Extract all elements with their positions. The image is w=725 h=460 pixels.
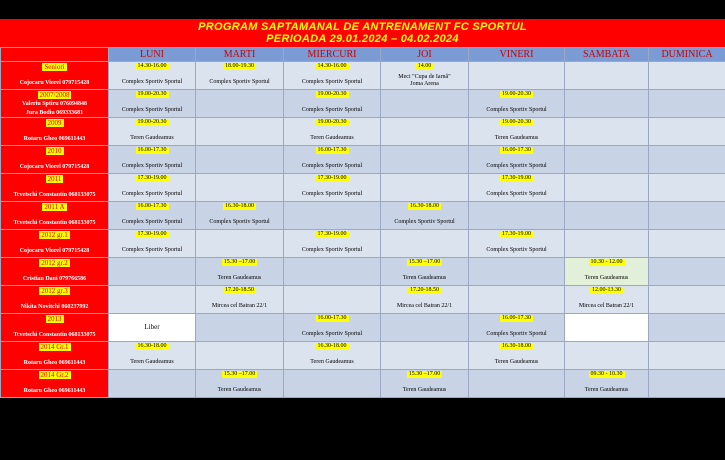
session-time: 16.30-18.00 [317,343,347,349]
session-time: 16.30-18.00 [410,203,439,209]
schedule-cell [284,174,381,202]
group-cell [1,90,109,118]
group-cell [1,118,109,146]
schedule-cell [565,342,649,370]
session-time: 17.30-19.00 [317,231,347,237]
schedule-cell [565,230,649,258]
schedule-cell [381,146,469,174]
schedule-cell [381,314,469,342]
session-location: Teren Gaudeamus [130,359,174,365]
schedule-cell [469,146,565,174]
session-time: 19.00-20.30 [137,119,167,125]
schedule-cell [649,146,725,174]
session-location: Teren Gaudeamus [402,387,447,393]
schedule-cell [649,230,725,258]
schedule-cell [381,90,469,118]
group-label: 2012 gr.3 [41,287,68,295]
schedule-cell [109,342,196,370]
schedule-cell [284,286,381,314]
schedule-cell [196,230,284,258]
schedule-cell [109,230,196,258]
schedule-cell [109,314,196,342]
table-row [1,174,725,202]
day-header: DUMINICA [649,48,725,62]
schedule-cell [469,230,565,258]
group-cell [1,62,109,90]
session-location: Complex Sportiv Sportul [394,219,455,225]
schedule-cell [284,258,381,286]
session-location: Teren Gaudeamus [310,135,354,141]
session-time: 15.30 –17.00 [223,371,256,377]
schedule-cell [284,342,381,370]
schedule-cell [649,286,725,314]
schedule-cell [565,202,649,230]
session-time: 16.00-17.30 [137,147,167,153]
schedule-cell [381,62,469,90]
schedule-cell [469,202,565,230]
session-location: Complex Sportiv Sportul [121,79,183,85]
group-label: 2014 Gr.1 [40,343,69,351]
schedule-cell [109,90,196,118]
day-header: MIERCURI [284,48,381,62]
schedule-cell [649,258,725,286]
schedule-cell [284,146,381,174]
group-label: Seniori [44,63,65,71]
group-label: 2011 A [44,203,65,211]
schedule-cell [196,314,284,342]
session-location: Mircea cel Batran 22/1 [211,303,268,309]
schedule-cell [284,230,381,258]
session-location: Complex Sportiv Sportul [486,331,547,337]
session-time: 14.30-16.00 [317,63,347,69]
table-row [1,62,725,90]
schedule-cell [565,146,649,174]
schedule-cell [109,174,196,202]
schedule-cell [381,202,469,230]
schedule-cell [381,174,469,202]
schedule-cell [565,90,649,118]
table-row [1,90,725,118]
session-location: Complex Sportiv Sportul [301,191,363,197]
schedule-cell [196,118,284,146]
table-row [1,118,725,146]
group-cell [1,146,109,174]
schedule-cell [381,342,469,370]
session-location: Mircea cel Batran 22/1 [396,303,453,309]
schedule-cell [284,202,381,230]
day-header: LUNI [109,48,196,62]
session-time: 18.00-19.30 [225,63,254,69]
table-row [1,258,725,286]
session-location: Mircea cel Batran 22/1 [578,303,635,309]
coach-label-secondary: Jura Bodiu 069333681 [25,110,84,116]
session-time: 09.30 - 10.30 [590,371,623,377]
schedule-title [0,19,725,49]
group-cell [1,314,109,342]
session-location: Teren Gaudeamus [494,359,539,365]
schedule-cell [649,202,725,230]
session-location: Complex Sportiv Sportul [121,191,183,197]
session-time: 15.30 –17.00 [408,259,441,265]
session-location: Complex Sportiv Sportul [301,247,363,253]
schedule-cell [196,202,284,230]
title-line-2: PERIOADA 29.01.2024 – 04.02.2024 [266,33,459,45]
group-label: 2012 gr.1 [41,231,68,239]
session-location: Teren Gaudeamus [310,359,354,365]
schedule-cell [649,174,725,202]
session-location: Complex Sportiv Sportul [121,163,183,169]
session-time: 14.30-16.00 [137,63,167,69]
session-time: 19.00-20.30 [317,91,347,97]
schedule-cell [109,286,196,314]
schedule-cell [381,370,469,398]
coach-label: Cojocaru Viorel 079715428 [19,164,90,170]
day-header: SAMBATA [565,48,649,62]
schedule-cell [381,118,469,146]
schedule-cell [196,90,284,118]
schedule-cell [109,258,196,286]
session-time: 17.30-19.00 [137,175,167,181]
schedule-cell [284,62,381,90]
session-time: 16.00-17.30 [317,315,347,321]
schedule-cell [469,286,565,314]
session-time: 19.00-20.30 [317,119,347,125]
session-time: 19.00-20.30 [502,91,531,97]
group-label: 2012 gr.2 [41,259,68,267]
session-location: Teren Gaudeamus [402,275,447,281]
schedule-body [1,62,725,398]
schedule-cell [649,370,725,398]
session-time: 17.30-19.00 [502,175,531,181]
group-cell [1,230,109,258]
schedule-cell [109,62,196,90]
session-time: 16.00-17.30 [137,203,167,209]
table-row [1,146,725,174]
session-time: 19.00-20.30 [502,119,531,125]
coach-label: Cojocaru Viorel 079715428 [19,248,90,254]
schedule-cell [469,62,565,90]
session-location: Teren Gaudeamus [130,135,174,141]
session-location: Complex Sportiv Sportul [486,191,547,197]
session-location: Complex Sportiv Sportul [301,331,363,337]
session-location: Complex Sportiv Sportul [486,107,547,113]
session-location: Complex Sportiv Sportul [121,107,183,113]
schedule-cell [109,370,196,398]
table-row [1,342,725,370]
session-time: 17.20-18.50 [410,287,439,293]
session-time: 19.00-20.30 [137,91,167,97]
header-corner [1,48,109,62]
schedule-cell [109,118,196,146]
session-location: Complex Sportiv Sportul [486,247,547,253]
schedule-cell [565,118,649,146]
day-header: JOI [381,48,469,62]
session-location: Complex Sportiv Sportul [301,79,363,85]
schedule-cell [565,370,649,398]
schedule-cell [381,230,469,258]
session-time: 16.30-18.00 [502,343,531,349]
coach-label: Cristian Dani 079766586 [22,276,87,282]
session-location: Complex Sportiv Sportul [121,219,183,225]
session-location: Teren Gaudeamus [584,275,629,281]
schedule-cell [469,90,565,118]
day-header: MARTI [196,48,284,62]
group-cell [1,370,109,398]
schedule-cell [565,314,649,342]
schedule-cell [196,286,284,314]
session-time: 17.30-19.00 [317,175,347,181]
session-time: 10.30 - 12.00 [590,259,623,265]
schedule-cell [109,146,196,174]
schedule-cell [196,62,284,90]
schedule-cell [649,314,725,342]
schedule-cell [284,370,381,398]
schedule-cell [469,370,565,398]
table-row [1,286,725,314]
session-location: Complex Sportiv Sportul [209,219,270,225]
schedule-cell [565,174,649,202]
group-label: 2011 [47,175,62,183]
coach-label: Tcvetschi Constantin 068133075 [13,332,96,338]
session-time: 16.30-18.00 [137,343,167,349]
coach-label: Rotaru Gheo 069611443 [23,360,86,366]
group-label: 2009 [47,119,62,127]
session-time: 17.30-19.00 [137,231,167,237]
schedule-cell [284,314,381,342]
session-location: Complex Sportiv Sportul [486,163,547,169]
schedule-cell [381,286,469,314]
schedule-cell [109,202,196,230]
schedule-cell [565,286,649,314]
session-location: Complex Sportiv Sportul [121,247,183,253]
session-time: 16.30-18.00 [225,203,254,209]
coach-label: Nikita Novitchi 060237992 [20,304,89,310]
session-location: Teren Gaudeamus [584,387,629,393]
coach-label: Valeriu Sptiru 076094848 [21,101,88,107]
group-label: 2014 Gr.2 [40,371,69,379]
day-header: VINERI [469,48,565,62]
title-line-1: PROGRAM SAPTAMANAL DE ANTRENAMENT FC SPORTUL [198,21,527,33]
schedule-cell [469,118,565,146]
schedule-cell [469,258,565,286]
schedule-cell [196,146,284,174]
coach-label: Rotaru Gheo 069611443 [23,388,86,394]
session-location: Teren Gaudeamus [217,387,262,393]
session-location: Meci "Cupa de Iarnă" [398,74,451,80]
day-header-row [1,48,725,62]
session-time: 14.00 [417,63,432,69]
group-cell [1,202,109,230]
schedule-cell [649,118,725,146]
session-location: Complex Sportiv Sportul [209,79,270,85]
session-time: 17.30-19.00 [502,231,531,237]
group-cell [1,174,109,202]
table-row [1,202,725,230]
schedule-cell [196,370,284,398]
session-location: Teren Gaudeamus [217,275,262,281]
group-cell [1,258,109,286]
schedule-cell [196,258,284,286]
coach-label: Cojocaru Viorel 079715428 [19,80,90,86]
group-label: 2010 [47,147,62,155]
schedule-cell [284,90,381,118]
session-time: 15.30 –17.00 [408,371,441,377]
schedule-table [0,47,725,398]
session-time: 16.00-17.30 [317,147,347,153]
session-location: Complex Sportiv Sportul [301,107,363,113]
schedule-cell [649,90,725,118]
session-time: 15.30 –17.00 [223,259,256,265]
session-time: 16.00-17.30 [502,315,531,321]
table-row [1,230,725,258]
table-row [1,314,725,342]
schedule-cell [469,314,565,342]
schedule-cell [469,174,565,202]
coach-label: Rotaru Gheo 069611443 [23,136,86,142]
session-location: Teren Gaudeamus [494,135,539,141]
table-row [1,370,725,398]
schedule-cell [196,174,284,202]
coach-label: Tcvetschi Constantin 068133075 [13,220,96,226]
group-label: 2007/2008 [39,91,70,99]
schedule-cell [196,342,284,370]
schedule-cell [469,342,565,370]
session-location: Complex Sportiv Sportul [301,163,363,169]
schedule-cell [565,62,649,90]
schedule-cell [381,258,469,286]
session-time: 17.20-18.50 [225,287,254,293]
group-label: 2013 [47,315,62,323]
free-day-label: Liber [144,323,160,331]
session-time: 16.00-17.30 [502,147,531,153]
session-location-secondary: Joma Arena [410,81,439,87]
schedule-cell [649,62,725,90]
session-time: 12.00-13.30 [592,287,621,293]
schedule-cell [565,258,649,286]
group-cell [1,342,109,370]
schedule-cell [284,118,381,146]
coach-label: Tcvetschi Constantin 068133075 [13,192,96,198]
group-cell [1,286,109,314]
schedule-cell [649,342,725,370]
